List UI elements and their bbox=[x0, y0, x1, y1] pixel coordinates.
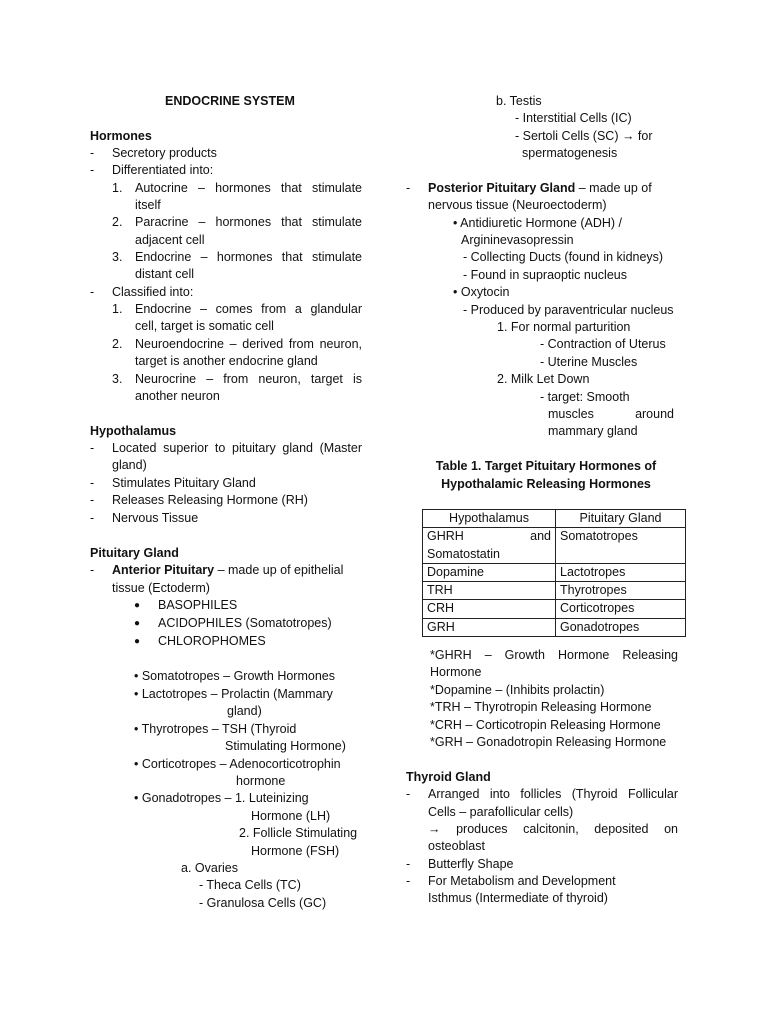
list-item: Secretory products bbox=[112, 146, 217, 160]
table-row bbox=[423, 563, 686, 581]
list-item: Stimulating Hormone) bbox=[225, 739, 346, 753]
page-title: ENDOCRINE SYSTEM bbox=[165, 94, 295, 108]
list-item: b. Testis bbox=[496, 94, 542, 108]
list-item: - Found in supraoptic nucleus bbox=[463, 268, 627, 282]
dash: - bbox=[90, 163, 95, 177]
bullet: ● bbox=[134, 636, 141, 647]
dash: - bbox=[90, 441, 95, 455]
dash: - bbox=[90, 476, 95, 490]
list-item: Endocrine – comes from a glandular bbox=[135, 302, 362, 316]
bullet: ● bbox=[134, 600, 141, 611]
thyroid-heading: Thyroid Gland bbox=[406, 770, 491, 784]
list-item: 2. Follicle Stimulating bbox=[239, 826, 358, 840]
table-cell: GRH bbox=[423, 618, 556, 636]
list-item: Neurocrine – from neuron, target is bbox=[135, 372, 362, 386]
table-cell: Gonadotropes bbox=[556, 618, 686, 636]
table-note: Hormone bbox=[430, 665, 482, 679]
table-cell-line: Somatostatin bbox=[427, 546, 500, 561]
list-item: • Lactotropes – Prolactin (Mammary bbox=[134, 687, 333, 701]
table-header: Pituitary Gland bbox=[556, 510, 686, 528]
table-subtitle: Hypothalamic Releasing Hormones bbox=[441, 477, 651, 491]
pituitary-heading: Pituitary Gland bbox=[90, 546, 179, 560]
anterior-pituitary-line bbox=[112, 562, 362, 579]
list-item: target is another endocrine gland bbox=[135, 354, 318, 368]
table-header: Hypothalamus bbox=[423, 510, 556, 528]
list-item: Butterfly Shape bbox=[428, 857, 514, 871]
list-item: - Uterine Muscles bbox=[540, 355, 638, 369]
list-item: nervous tissue (Neuroectoderm) bbox=[428, 198, 607, 212]
list-item: hormone bbox=[236, 774, 286, 788]
list-item: a. Ovaries bbox=[181, 861, 238, 875]
table-cell-line: GHRH and bbox=[427, 529, 551, 544]
table-note: *TRH – Thyrotropin Releasing Hormone bbox=[430, 700, 652, 714]
list-item: cell, target is somatic cell bbox=[135, 319, 274, 333]
list-number: 3. bbox=[112, 372, 123, 386]
table-row bbox=[423, 582, 686, 600]
list-item: • Thyrotropes – TSH (Thyroid bbox=[134, 722, 297, 736]
dash: - bbox=[90, 285, 95, 299]
list-item: Stimulates Pituitary Gland bbox=[112, 476, 256, 490]
list-item: Cells – parafollicular cells) bbox=[428, 805, 574, 819]
list-item: CHLOROPHOMES bbox=[158, 634, 266, 648]
list-item: adjacent cell bbox=[135, 233, 205, 247]
table-row bbox=[423, 600, 686, 618]
list-item: • Somatotropes – Growth Hormones bbox=[134, 669, 335, 683]
table-note: *GHRH – Growth Hormone Releasing bbox=[430, 648, 678, 662]
list-item: - target: Smooth bbox=[540, 390, 630, 404]
list-item: • Corticotropes – Adenocorticotrophin bbox=[134, 757, 341, 771]
list-item: • Oxytocin bbox=[453, 285, 510, 299]
list-item: Nervous Tissue bbox=[112, 511, 199, 525]
posterior-pituitary-line bbox=[428, 180, 678, 197]
list-item: Argininevasopressin bbox=[461, 233, 574, 247]
table-title: Table 1. Target Pituitary Hormones of bbox=[435, 459, 657, 473]
dash: - bbox=[406, 857, 411, 871]
list-item: Located superior to pituitary gland (Master bbox=[112, 441, 362, 455]
bullet: ● bbox=[134, 618, 141, 629]
list-item: - Theca Cells (TC) bbox=[199, 878, 301, 892]
table-cell: TRH bbox=[423, 582, 556, 600]
list-item: another neuron bbox=[135, 389, 220, 403]
list-item: - Granulosa Cells (GC) bbox=[199, 896, 327, 910]
list-item: Isthmus (Intermediate of thyroid) bbox=[428, 891, 608, 905]
dash: - bbox=[90, 493, 95, 507]
posterior-pituitary-text: – made up of bbox=[575, 181, 652, 195]
list-number: 2. bbox=[112, 337, 123, 351]
list-item: Paracrine – hormones that stimulate bbox=[135, 215, 362, 229]
list-item: - Sertoli Cells (SC) → for bbox=[515, 129, 653, 143]
list-item: mammary gland bbox=[548, 424, 638, 438]
table-note: *GRH – Gonadotropin Releasing Hormone bbox=[430, 735, 667, 749]
list-item: - Produced by paraventricular nucleus bbox=[463, 303, 674, 317]
posterior-pituitary-label: Posterior Pituitary Gland bbox=[428, 181, 576, 195]
hormone-table bbox=[422, 509, 686, 637]
list-item: Arranged into follicles (Thyroid Follicular bbox=[428, 787, 678, 801]
table-cell: Corticotropes bbox=[556, 600, 686, 618]
list-item: BASOPHILES bbox=[158, 598, 238, 612]
table-cell: CRH bbox=[423, 600, 556, 618]
list-item: - Contraction of Uterus bbox=[540, 337, 666, 351]
table-cell: Lactotropes bbox=[556, 563, 686, 581]
list-item: Differentiated into: bbox=[112, 163, 214, 177]
list-number: 2. bbox=[112, 215, 123, 229]
list-item: spermatogenesis bbox=[522, 146, 618, 160]
list-item: - Interstitial Cells (IC) bbox=[515, 111, 632, 125]
list-item: osteoblast bbox=[428, 839, 485, 853]
table-note: *CRH – Corticotropin Releasing Hormone bbox=[430, 718, 661, 732]
anterior-pituitary-text: – made up of epithelial bbox=[214, 563, 344, 577]
table-row bbox=[423, 618, 686, 636]
hormones-heading: Hormones bbox=[90, 129, 152, 143]
list-item: 1. For normal parturition bbox=[497, 320, 631, 334]
table-cell: Somatotropes bbox=[556, 528, 686, 564]
list-item: • Gonadotropes – 1. Luteinizing bbox=[134, 791, 309, 805]
table-note: *Dopamine – (Inhibits prolactin) bbox=[430, 683, 605, 697]
list-item: - Collecting Ducts (found in kidneys) bbox=[463, 250, 664, 264]
list-item: For Metabolism and Development bbox=[428, 874, 616, 888]
list-item: Releases Releasing Hormone (RH) bbox=[112, 493, 308, 507]
hypothalamus-heading: Hypothalamus bbox=[90, 424, 177, 438]
dash: - bbox=[90, 511, 95, 525]
list-item: Hormone (LH) bbox=[251, 809, 331, 823]
list-item: ACIDOPHILES (Somatotropes) bbox=[158, 616, 332, 630]
list-item: gland) bbox=[112, 458, 147, 472]
list-number: 3. bbox=[112, 250, 123, 264]
list-item: itself bbox=[135, 198, 161, 212]
anterior-pituitary-label: Anterior Pituitary bbox=[112, 563, 215, 577]
list-item: Neuroendocrine – derived from neuron, bbox=[135, 337, 362, 351]
table-row bbox=[423, 528, 686, 564]
list-item: Autocrine – hormones that stimulate bbox=[135, 181, 362, 195]
dash: - bbox=[406, 787, 411, 801]
table-header-row bbox=[423, 510, 686, 528]
list-item: distant cell bbox=[135, 267, 195, 281]
list-number: 1. bbox=[112, 181, 123, 195]
dash: - bbox=[406, 181, 411, 195]
list-item: • Antidiuretic Hormone (ADH) / bbox=[453, 216, 623, 230]
list-item: 2. Milk Let Down bbox=[497, 372, 590, 386]
list-item: tissue (Ectoderm) bbox=[112, 581, 210, 595]
list-item: → produces calcitonin, deposited on bbox=[428, 822, 678, 836]
table-cell: Thyrotropes bbox=[556, 582, 686, 600]
dash: - bbox=[90, 146, 95, 160]
list-item: muscles around bbox=[548, 407, 674, 421]
list-number: 1. bbox=[112, 302, 123, 316]
list-item: Classified into: bbox=[112, 285, 194, 299]
dash: - bbox=[90, 563, 95, 577]
list-item: gland) bbox=[227, 704, 262, 718]
list-item: Hormone (FSH) bbox=[251, 844, 340, 858]
table-cell: Dopamine bbox=[423, 563, 556, 581]
list-item: Endocrine – hormones that stimulate bbox=[135, 250, 362, 264]
table-cell bbox=[423, 528, 556, 564]
dash: - bbox=[406, 874, 411, 888]
